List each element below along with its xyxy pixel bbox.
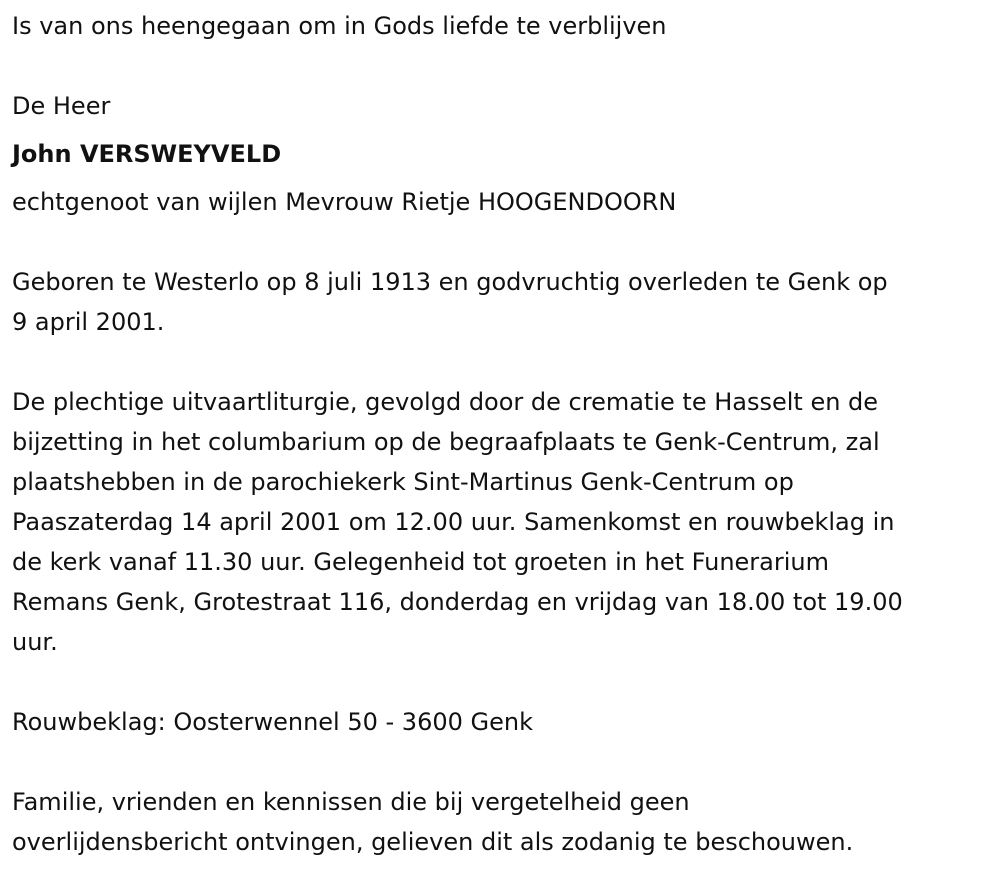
paragraph-line: Familie, vrienden en kennissen die bij vergetelheid geen	[12, 788, 690, 816]
paragraph-line: 9 april 2001.	[12, 308, 165, 336]
paragraph-line: de kerk vanaf 11.30 uur. Gelegenheid tot groeten in het Funerarium	[12, 548, 830, 576]
paragraph-line: Remans Genk, Grotestraat 116, donderdag en vrijdag van 18.00 tot 19.00	[12, 588, 903, 616]
birth-death-paragraph	[12, 262, 990, 342]
paragraph-line: De plechtige uitvaartliturgie, gevolgd door de crematie te Hasselt en de	[12, 388, 879, 416]
paragraph-line: overlijdensbericht ontvingen, gelieven dit als zodanig te beschouwen.	[12, 828, 854, 856]
paragraph-line: uur.	[12, 628, 58, 656]
ceremony-paragraph	[12, 382, 990, 662]
spacer	[12, 46, 990, 86]
closing-paragraph	[12, 782, 990, 862]
honorific: De Heer	[12, 92, 111, 120]
paragraph-line: plaatshebben in de parochiekerk Sint-Martinus Genk-Centrum op	[12, 468, 794, 496]
opening-line: Is van ons heengegaan om in Gods liefde te verblijven	[12, 12, 667, 40]
spouse-line: echtgenoot van wijlen Mevrouw Rietje HOOGENDOORN	[12, 188, 677, 216]
deceased-name: John VERSWEYVELD	[12, 140, 282, 168]
spacer	[12, 662, 990, 702]
condolence-address: Rouwbeklag: Oosterwennel 50 - 3600 Genk	[12, 708, 533, 736]
spacer	[12, 742, 990, 782]
paragraph-line: Paaszaterdag 14 april 2001 om 12.00 uur. Samenkomst en rouwbeklag in	[12, 508, 895, 536]
paragraph-line: Geboren te Westerlo op 8 juli 1913 en godvruchtig overleden te Genk op	[12, 268, 888, 296]
paragraph-line: bijzetting in het columbarium op de begraafplaats te Genk-Centrum, zal	[12, 428, 880, 456]
spacer	[12, 222, 990, 262]
spacer	[12, 342, 990, 382]
